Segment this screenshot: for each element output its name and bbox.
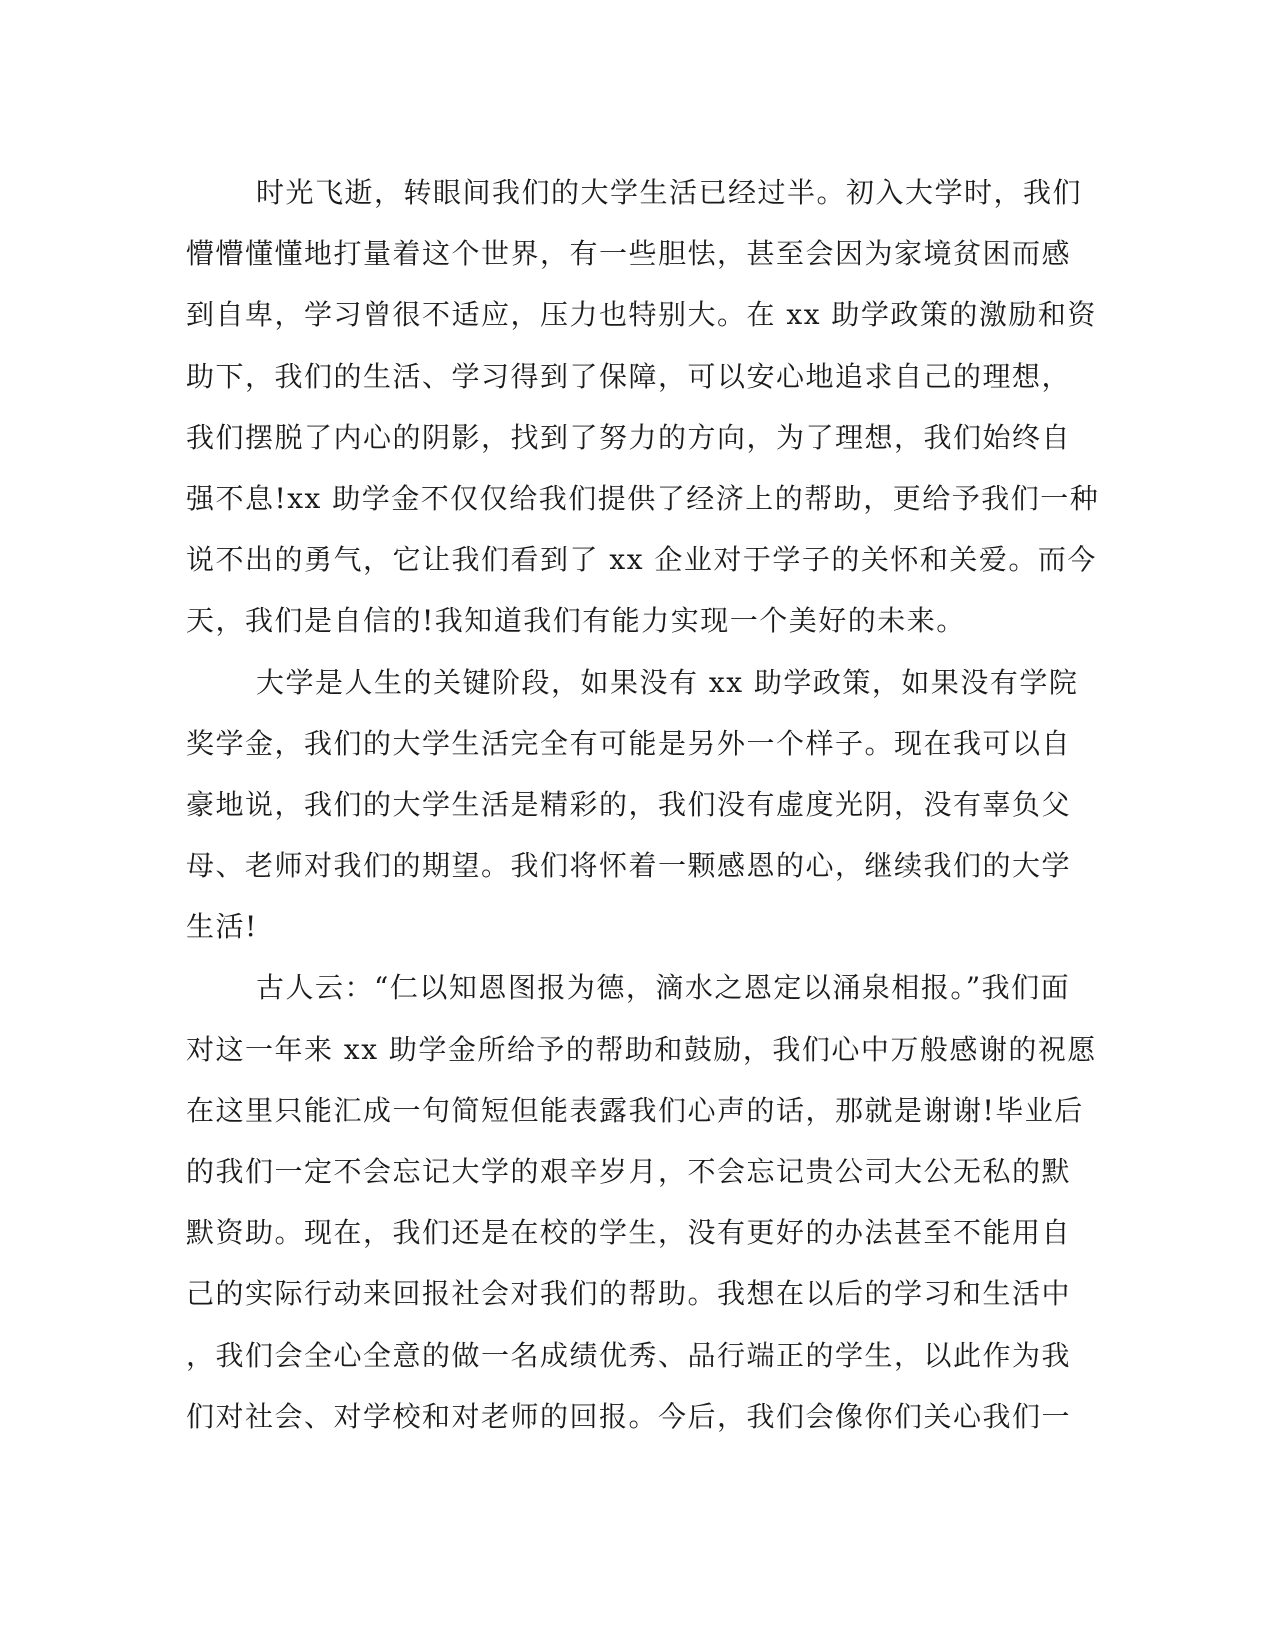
text-line: 古人云：“仁以知恩图报为德，滴水之恩定以涌泉相报。”我们面 (256, 971, 1071, 1005)
text-line: ，我们会全心全意的做一名成绩优秀、品行端正的学生，以此作为我 (186, 1338, 1072, 1372)
text-line: 奖学金，我们的大学生活完全有可能是另外一个样子。现在我可以自 (186, 726, 1072, 760)
text-line: 生活! (186, 910, 258, 944)
text-line: 们对社会、对学校和对老师的回报。今后，我们会像你们关心我们一 (186, 1399, 1072, 1433)
paragraph-3 (186, 957, 1097, 1447)
text-line: 我们摆脱了内心的阴影，找到了努力的方向，为了理想，我们始终自 (186, 420, 1072, 454)
text-line: 助下，我们的生活、学习得到了保障，可以安心地追求自己的理想， (186, 359, 1072, 393)
text-line: 说不出的勇气，它让我们看到了 xx 企业对于学子的关怀和关爱。而今 (186, 543, 1097, 577)
text-line: 默资助。现在，我们还是在校的学生，没有更好的办法甚至不能用自 (186, 1216, 1072, 1250)
text-line: 大学是人生的关键阶段，如果没有 xx 助学政策，如果没有学院 (256, 665, 1079, 699)
text-line: 己的实际行动来回报社会对我们的帮助。我想在以后的学习和生活中 (186, 1277, 1072, 1311)
paragraph-1 (186, 162, 1100, 652)
text-line: 母、老师对我们的期望。我们将怀着一颗感恩的心，继续我们的大学 (186, 849, 1072, 883)
text-line: 强不息!xx 助学金不仅仅给我们提供了经济上的帮助，更给予我们一种 (186, 481, 1100, 515)
text-line: 在这里只能汇成一句简短但能表露我们心声的话，那就是谢谢!毕业后 (186, 1093, 1084, 1127)
text-line: 的我们一定不会忘记大学的艰辛岁月，不会忘记贵公司大公无私的默 (186, 1155, 1072, 1188)
body-text (186, 162, 1100, 1447)
text-line: 到自卑，学习曾很不适应，压力也特别大。在 xx 助学政策的激励和资 (186, 298, 1097, 332)
text-line: 对这一年来 xx 助学金所给予的帮助和鼓励，我们心中万般感谢的祝愿 (186, 1032, 1097, 1066)
text-line: 天，我们是自信的!我知道我们有能力实现一个美好的未来。 (186, 604, 966, 638)
paragraph-2 (186, 652, 1086, 958)
text-line: 懵懵懂懂地打量着这个世界，有一些胆怯，甚至会因为家境贫困而感 (186, 237, 1072, 271)
text-line: 时光飞逝，转眼间我们的大学生活已经过半。初入大学时，我们 (256, 176, 1083, 209)
text-line: 豪地说，我们的大学生活是精彩的，我们没有虚度光阴，没有辜负父 (186, 787, 1072, 821)
